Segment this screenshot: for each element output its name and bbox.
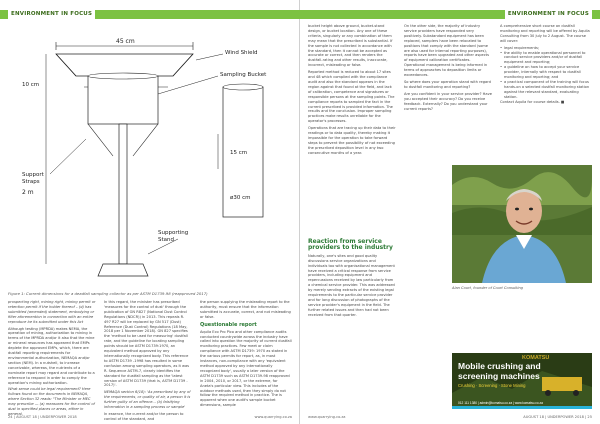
folio-right: AUGUST 18 | UNDERPOWER 2018 | 25 [523,415,592,419]
figure-caption: Figure 1: Current dimensions for a deadfall sampling collector as per ASTM D1739-98 (reapproved 2017) [8,291,208,296]
paragraph: So where does your operation stand with regard to dustfall monitoring and reporting? [404,79,491,89]
left-footer [8,415,292,419]
supporting-stand-label-1: Supporting [158,230,189,236]
supporting-stand-label-2: Stand [158,237,174,243]
section-heading: Questionable report [200,321,257,328]
right-footer [308,415,592,419]
photo-caption: Alan Court, founder of Court Consulting [452,286,524,290]
contact-line: Contact Aquila for course details. ■ [500,99,565,104]
list-item: • a guideline on how to accept your service provider, internally with respect to dustfall monitoring and reporting; and [500,65,592,80]
right-col-2 [404,24,492,113]
paragraph: Operations that are tracing up their data to their readings or to data quality, thereby making it impossible for the operation to take forward steps to prevent the possibility of not exceeding the prescribed deposition level in any two consecutive months of a year. [308,126,396,155]
wind-shield-label: Wind Shield [225,50,258,56]
paragraph: prospecting right, mining right, mining permit or retention permit if the holder thereof – (d) has submitted (amended) statement, embodying or filter aforemention in connection with an entire reproduce be its submitted under this Act [8,300,96,324]
paragraph: NEMAQA section 6(18): 'As prescribed by any of the requirements, or quality of air, a person it is further guilty of an offence... (b) falsifying information in a sampling process or sample' [104,390,191,410]
dim-30b-label: ø30 cm [230,195,251,201]
sampling-bucket-label: Sampling Bucket [220,72,267,78]
header-rule [95,10,300,19]
ad-title-line-1: Mobile crushing and [458,361,541,371]
ad-contact[interactable]: 012 111 1380 | admin@komatsu.co.za | www.komatsu.co.za [458,401,543,405]
portrait-photo [452,165,592,283]
paragraph: Are you confident in your service provider? Have you accepted their accuracy? Do you receive feedback. Externally? Do you understand your current reports? [404,91,492,111]
section-label: ENVIRONMENT IN FOCUS [11,11,93,17]
paragraph: In this regard, the minister has prescribed 'measures for the control of dust' through the publication of GN R827 (National Dust Control Regulations (NDCR)) in 2013. This repeals R. 497 R27 will be replaced by GN 517 (Dust) Reference (Dust Control) Regulations (18 May, 2018 per 1 November 2018). GN 827 specifies the 'method to be used for measuring' dustfall rate, and the guideline for locating sampling points should be ASTM D1739:1970, an equivalent method approved by any internationally recognized body. This reference to ASTM D1739 ‑1998 has resulted in some confusion among sampling operators, as it was R. Sequence ASTM-7, clearly identifies the standard for dustfall sampling as the 'latest version of ASTM D1739 (that is, ASTM D1739 ‑ 2017)'. [104,300,190,388]
list-item: • a practical component of the training will focus hands-on a selected dustfall monitoring station against the relevant standard, evaluating station. [500,80,592,100]
course-list [500,46,592,100]
ad-accent-bar [452,406,592,409]
dim-2m-label: 2 m [22,189,34,196]
website-left: www.quarrying.co.za [254,415,292,419]
section-label: ENVIRONMENT IN FOCUS [507,11,589,17]
section-heading: Reaction from service providers to the industry [308,238,393,252]
right-col-1 [308,24,396,158]
left-col-1 [8,300,96,419]
dim-15-label: 15 cm [230,150,248,156]
dim-10-label: 10 cm [22,82,40,88]
website-right: www.quarrying.co.za [308,415,346,419]
right-header [300,8,600,20]
paragraph: bucket height above ground, bucket-stand design, or bucket location. Any one of these criteria, singularly or any combination of them may mean that the prescribed is substantial. If the sample is not collected in accordance with the standard, then it cannot be accepted as accurate or correct, and then renders the dustfall-rating and other results, inaccurate, incorrect, misleading or false. [308,24,393,68]
portrait-illustration [452,165,592,283]
right-col-1b [308,236,396,320]
folio-left: 24 | AUGUST 18 | UNDERPOWER 2018 [8,415,77,419]
paragraph: A comprehensive short course on dustfall monitoring and reporting will be offered by Aquila Consulting from 30 July to 2 August. The course will cover: [500,24,590,43]
ad-subtitle: Crushing · Screening · Stone Mining [458,383,526,388]
support-straps-label-1: Support [22,172,44,178]
dustfall-collector-diagram [8,24,292,286]
header-accent-bar [592,10,600,19]
dim-45-label: 45 cm [116,38,135,45]
header-accent-bar [0,10,8,19]
paragraph: the person supplying the misleading report to the authority, must ensure that the information submitted is accurate, correct, and not misleading or false. [200,300,291,319]
ad-title-line-2: screening machines [458,370,540,381]
paragraph: Aquila Eco Pro Pico and other compliance audits conducted countrywide across the industry have called into question the majority of current dustfall monitoring practices. Few meet or claim compliance with ASTM D1739: 1970 as stated in the various permits for report, as, in most instances, non-compliance with any 'equivalent method approved by any internationally recognized body', usually a later version of the ASTM D1739 such as ASTM D1739-98 reapproved in 2004, 2010, or 2017, or the extreme, for Aneta's particular view. This includes of the outdoor methods used, then they simply do not follow the required method in practice. The is apparent when one audit's sample bucket dimensions, sample [200,329,292,408]
paragraph: Reported method is reduced to about 17 sites and 48 which complied with the compliance audit and also the standard appears in the region against that found at the field, and lack of calibration, competence and signatures or responsible persons at the sampling points. The compliance reports to sampled the fact in the current prescribed is provided information. The results and the conclusion. Improper sampling practices make results unreliable for the operator's processes. [308,70,395,124]
left-header [0,8,300,20]
ad-title [458,362,541,381]
paragraph: On the other side, the majority of industry service providers have responded very positively. Substandard equipment has been replaced, samplers have been relocated to positions that comply with the standard (some are also used for internal reporting purposes), reports have been upgraded and other aspects of equipment calibration certificates. Operational management is being informed in terms of approaches to deposition limits or exceedances. [404,24,489,78]
left-col-2 [104,300,192,424]
advertisement[interactable] [452,353,592,409]
list-item: • the ability to enable operational personnel to conduct service providers and/or of dustfall equipment and reporting; [500,51,592,66]
paragraph: In essence, the current and/or the person to control of the standard, and [104,411,184,421]
list-item: • legal requirements; [500,46,592,51]
ad-logo: KOMATSU [522,355,550,361]
left-col-3 [200,300,292,410]
paragraph: What sense could be legal requirement? Here follows found on the documents in NEMAQA, where Section 32 reads: "The Minister or MEC may prescribe — (a) measures for the control of dust in specified places or areas, either in general. [8,387,95,416]
paragraph: Naturally, one's sites and good quality discussions service organizations and individuals too with organisational management have received a critical response from service providers, including equipment and repercussions received by law particularly from a chemical service provider. This was addressed by merely sending extracts of the existing legal requirements to the particular service provider and for long discussion of photographs of the service provider's equipment in the field. The further related issues and then had not been received from that quarter. [308,253,395,317]
header-rule [300,10,505,19]
right-col-3 [500,24,592,107]
paragraph: Although testing (MPRDA) makes NEMA, the operation of mining, authorization to mining in terms of the MPRDA and/or it also that the mine or mineral resources has appeared that EMPs deplete the approved EMPs, which, there are dustfall reporting requirements for environmental authorization, NEMAQA and/or section (NEM). In a nutshell, to increase conceivable, whereas, the nutrients of a nominate report may regard and contribute to a reference to respond in order to comply the operation's mining authorization. [8,326,95,385]
support-straps-label-2: Straps [22,179,40,185]
